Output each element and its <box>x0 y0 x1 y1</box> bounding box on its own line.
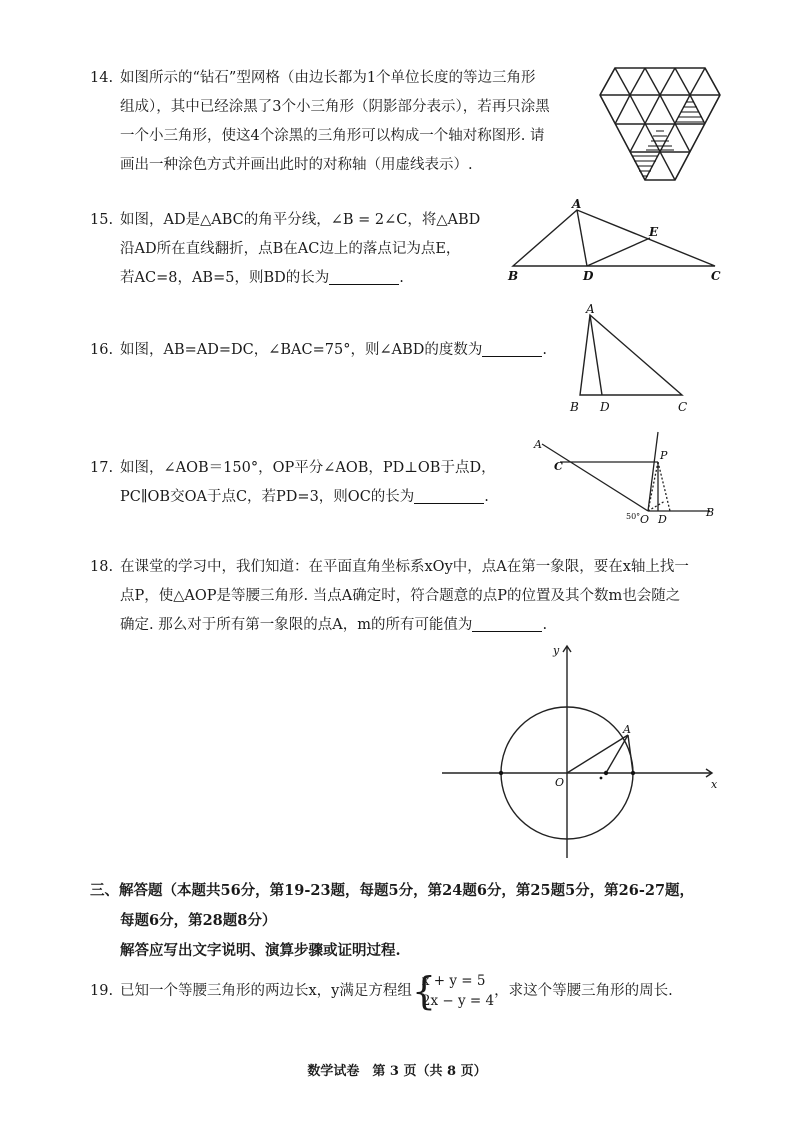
question-18: 18. 在课堂的学习中，我们知道：在平面直角坐标系xOy中，点A在第一象限，要在x轴上找一 点P，使△AOP是等腰三角形. 当点A确定时，符合题意的点P的位置及其个数m也会随之 确定. 那么对于所有第一象限的点A，m的所有可能值为 . <box>90 553 689 640</box>
label-P: P <box>660 449 668 462</box>
label-C: C <box>554 460 563 473</box>
question-text: ，求这个等腰三角形的周长. <box>494 983 673 999</box>
answer-blank[interactable] <box>329 268 399 285</box>
label-A: A <box>623 723 631 736</box>
question-text-line: 组成），其中已经涂黑了3个小三角形（阴影部分表示），若再只涂黑 <box>120 99 550 115</box>
question-text-line: 若AC=8，AB=5，则BD的长为 <box>120 270 330 286</box>
section-instruction: 解答应写出文字说明、演算步骤或证明过程. <box>120 942 401 959</box>
answer-blank[interactable] <box>414 487 484 504</box>
question-15: 15. 如图，AD是△ABC的角平分线，∠B = 2∠C，将△ABD 沿AD所在直线翻折，点B在AC边上的落点记为点E， 若AC=8，AB=5，则BD的长为 . <box>90 206 480 293</box>
label-B: B <box>508 269 519 283</box>
section-subtitle: 每题6分，第28题8分） <box>120 912 277 929</box>
point-on-axis <box>604 771 608 775</box>
question-text-line: 如图，AD是△ABC的角平分线，∠B = 2∠C，将△ABD <box>120 212 481 228</box>
label-B: B <box>570 400 579 414</box>
label-A: A <box>534 438 542 451</box>
point-on-axis <box>631 771 635 775</box>
question-text-line: 在课堂的学习中，我们知道：在平面直角坐标系xOy中，点A在第一象限，要在x轴上找一 <box>120 559 689 575</box>
equation-2: 2x − y = 4 <box>421 993 495 1009</box>
question-17: 17. 如图，∠AOB＝150°，OP平分∠AOB，PD⊥OB于点D， PC∥OB交OA于点C，若PD=3，则OC的长为 . <box>90 454 496 512</box>
section-title: 三、解答题（本题共56分，第19-23题，每题5分，第24题6分，第25题5分，第26-27题， <box>90 882 695 899</box>
question-number: 19. <box>90 983 114 999</box>
label-y: y <box>553 644 560 657</box>
coordinate-circle-figure <box>440 640 730 862</box>
label-O: O <box>640 513 650 526</box>
question-text-line: 画出一种涂色方式并画出此时的对称轴（用虚线表示）. <box>120 157 473 173</box>
question-number: 17. <box>90 460 114 476</box>
question-text-line: 确定. 那么对于所有第一象限的点A，m的所有可能值为 <box>120 617 473 633</box>
label-C: C <box>711 269 721 283</box>
equation-system: { x + y = 5 2x − y = 4 <box>411 969 495 1013</box>
question-number: 14. <box>90 70 114 86</box>
question-text-line: 一个小三角形，使这4个涂黑的三角形可以构成一个轴对称图形. 请 <box>120 128 545 144</box>
label-E: E <box>649 225 659 239</box>
label-D: D <box>600 400 610 414</box>
label-A: A <box>572 198 582 211</box>
triangle-abc-fold-figure <box>505 198 735 288</box>
question-text-line: 如图，∠AOB＝150°，OP平分∠AOB，PD⊥OB于点D， <box>120 460 496 476</box>
triangle-abdc-figure <box>560 303 700 418</box>
question-number: 15. <box>90 212 114 228</box>
question-16: 16. 如图，AB=AD=DC，∠BAC=75°，则∠ABD的度数为 . <box>90 336 547 365</box>
label-C: C <box>678 400 688 414</box>
question-text-line: PC∥OB交OA于点C，若PD=3，则OC的长为 <box>120 489 415 505</box>
shaded-triangle <box>676 102 704 122</box>
label-A: A <box>586 303 595 316</box>
question-text-line: 如图，AB=AD=DC，∠BAC=75°，则∠ABD的度数为 <box>120 342 483 358</box>
angle-annotation: 50° <box>626 512 641 521</box>
label-D: D <box>583 269 594 283</box>
point-mark <box>600 777 603 780</box>
section-3-header <box>90 876 694 966</box>
question-text: 已知一个等腰三角形的两边长x，y满足方程组 <box>120 983 412 999</box>
label-x: x <box>711 778 718 791</box>
question-14 <box>90 64 550 180</box>
equation-1: x + y = 5 <box>421 973 486 989</box>
question-number: 16. <box>90 342 114 358</box>
label-D: D <box>658 513 667 526</box>
answer-blank[interactable] <box>482 340 542 357</box>
point-on-axis <box>499 771 503 775</box>
question-19 <box>90 971 673 1011</box>
question-text-line: 如图所示的“钻石”型网格（由边长都为1个单位长度的等边三角形 <box>120 70 536 86</box>
answer-blank[interactable] <box>472 615 542 632</box>
question-number: 18. <box>90 559 114 575</box>
question-text-line: 沿AD所在直线翻折，点B在AC边上的落点记为点E， <box>120 241 461 257</box>
shaded-triangle <box>632 156 658 176</box>
label-O: O <box>555 776 565 789</box>
diamond-grid-figure <box>595 62 725 190</box>
question-text-line: 点P，使△AOP是等腰三角形. 当点A确定时，符合题意的点P的位置及其个数m也会随之 <box>120 588 681 604</box>
page-footer: 数学试卷 第 3 页（共 8 页） <box>307 1064 487 1079</box>
label-B: B <box>706 506 715 519</box>
angle-aob-figure <box>530 426 730 526</box>
